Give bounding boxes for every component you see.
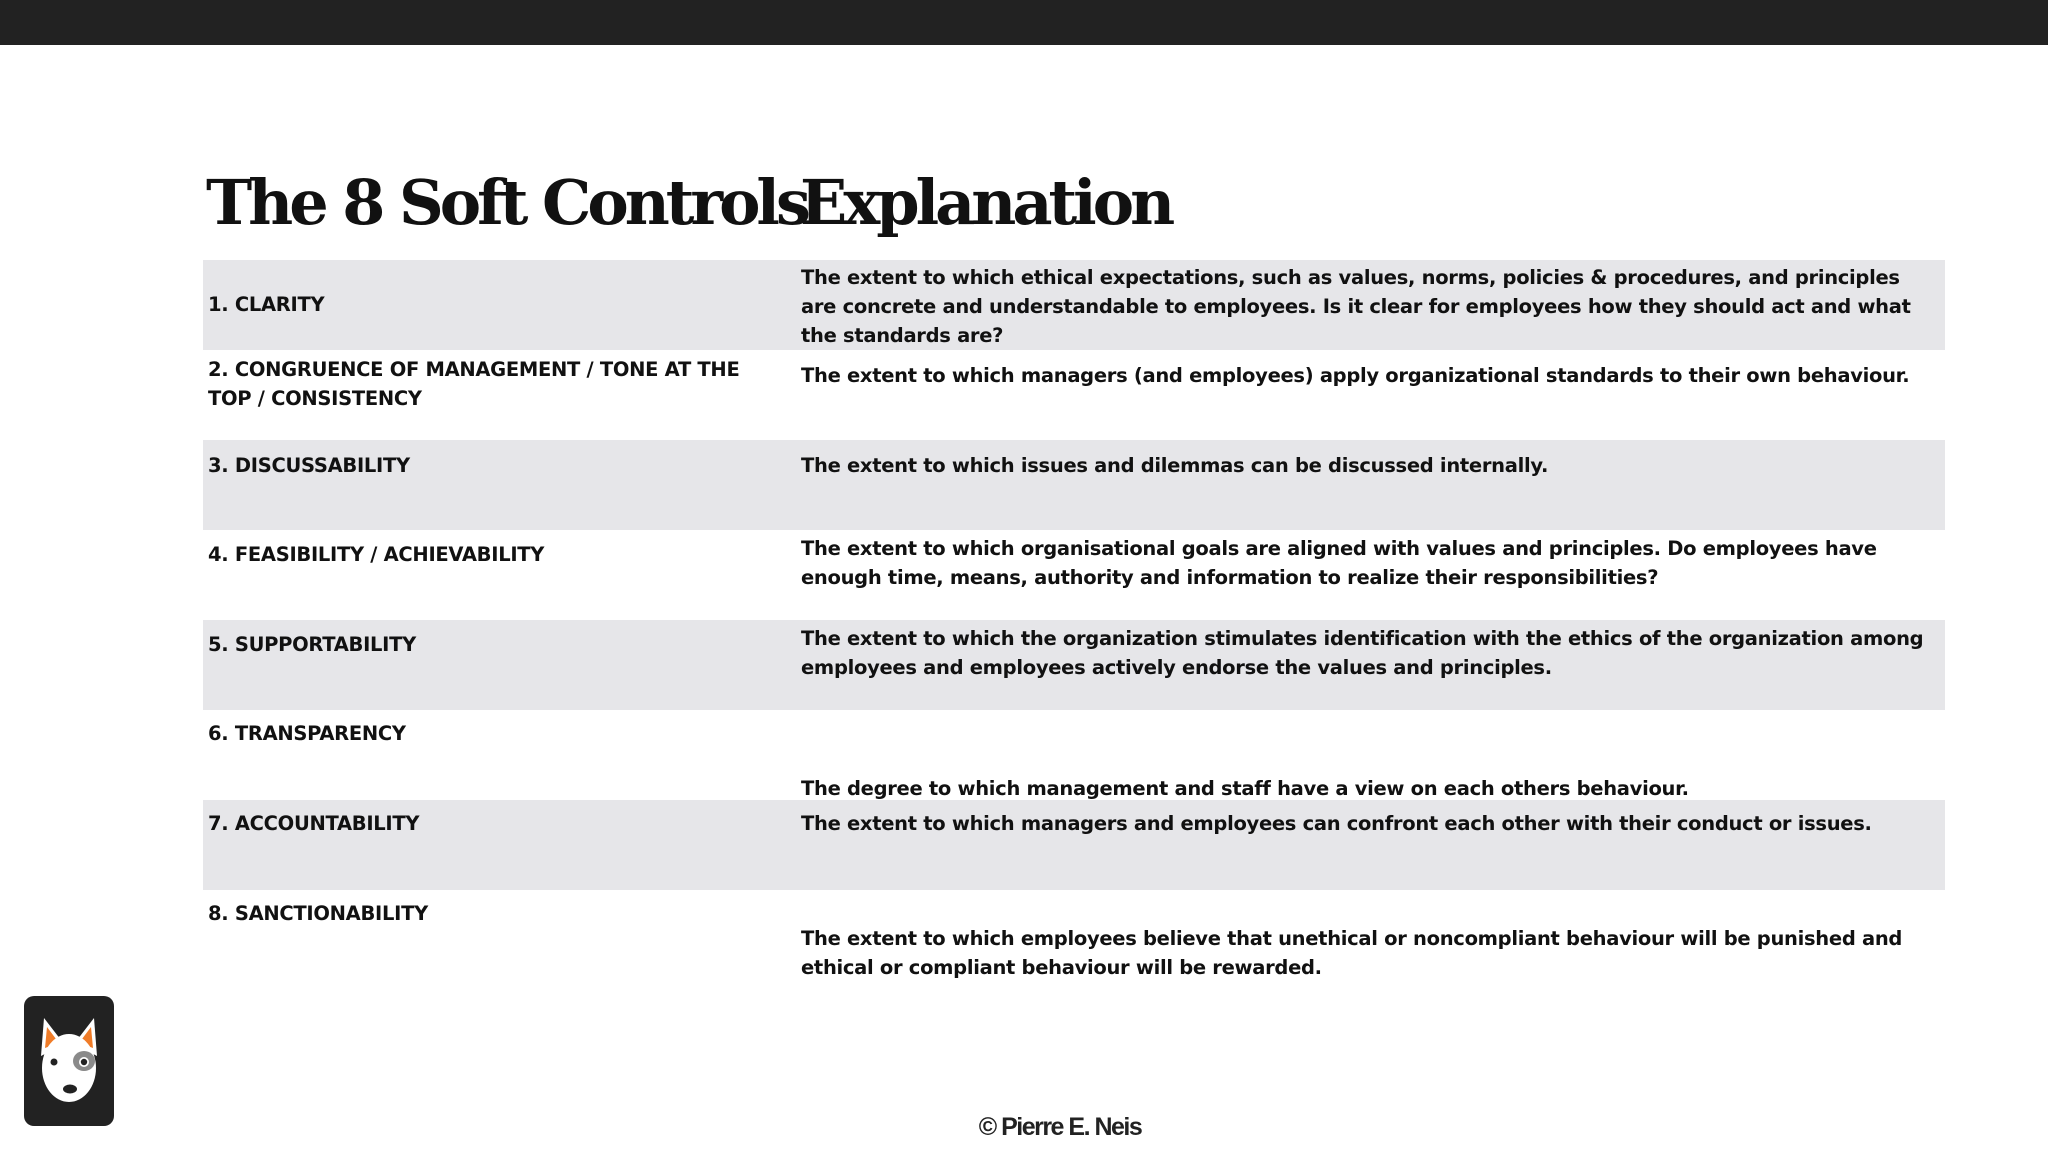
dog-logo	[24, 996, 114, 1126]
table-row	[203, 890, 1945, 980]
table-row	[203, 260, 1945, 350]
control-name: 3. DISCUSSABILITY	[208, 454, 410, 477]
table-row	[203, 530, 1945, 620]
control-name: 1. CLARITY	[208, 293, 325, 316]
bull-terrier-dog-icon	[24, 996, 114, 1126]
control-explanation: The extent to which managers (and employees) apply organizational standards to their own behaviour.	[801, 364, 1910, 387]
control-name: 4. FEASIBILITY / ACHIEVABILITY	[208, 543, 545, 566]
table-row	[203, 800, 1945, 890]
control-explanation: The extent to which ethical expectations, such as values, norms, policies & procedures, and principles are concrete and understandable to employees. Is it clear for employees how they should act and what the standards are?	[801, 266, 1911, 347]
table-row	[203, 440, 1945, 530]
control-explanation: The extent to which managers and employees can confront each other with their conduct or issues.	[801, 812, 1872, 835]
control-explanation: The extent to which the organization stimulates identification with the ethics of the organization among employees and employees actively endorse the values and principles.	[801, 627, 1924, 679]
explanation-heading: Explanation	[800, 166, 1172, 239]
control-name: 6. TRANSPARENCY	[208, 722, 406, 745]
control-name: 2. CONGRUENCE OF MANAGEMENT / TONE AT THE TOP / CONSISTENCY	[208, 358, 740, 410]
control-explanation: The degree to which management and staff have a view on each others behaviour.	[801, 777, 1689, 800]
footer-copyright: © Pierre E. Neis	[978, 1113, 1142, 1141]
control-name: 7. ACCOUNTABILITY	[208, 812, 420, 835]
control-explanation: The extent to which organisational goals are aligned with values and principles. Do employees have enough time, means, authority and information to realize their responsibilities?	[801, 537, 1877, 589]
control-name: 5. SUPPORTABILITY	[208, 633, 416, 656]
control-explanation: The extent to which issues and dilemmas can be discussed internally.	[801, 454, 1549, 477]
table-row	[203, 350, 1945, 440]
table-row	[203, 710, 1945, 800]
control-explanation: The extent to which employees believe that unethical or noncompliant behaviour will be punished and ethical or compliant behaviour will be rewarded.	[801, 927, 1903, 979]
soft-controls-heading: The 8 Soft Controls	[206, 166, 807, 239]
control-name: 8. SANCTIONABILITY	[208, 902, 428, 925]
table-row	[203, 620, 1945, 710]
